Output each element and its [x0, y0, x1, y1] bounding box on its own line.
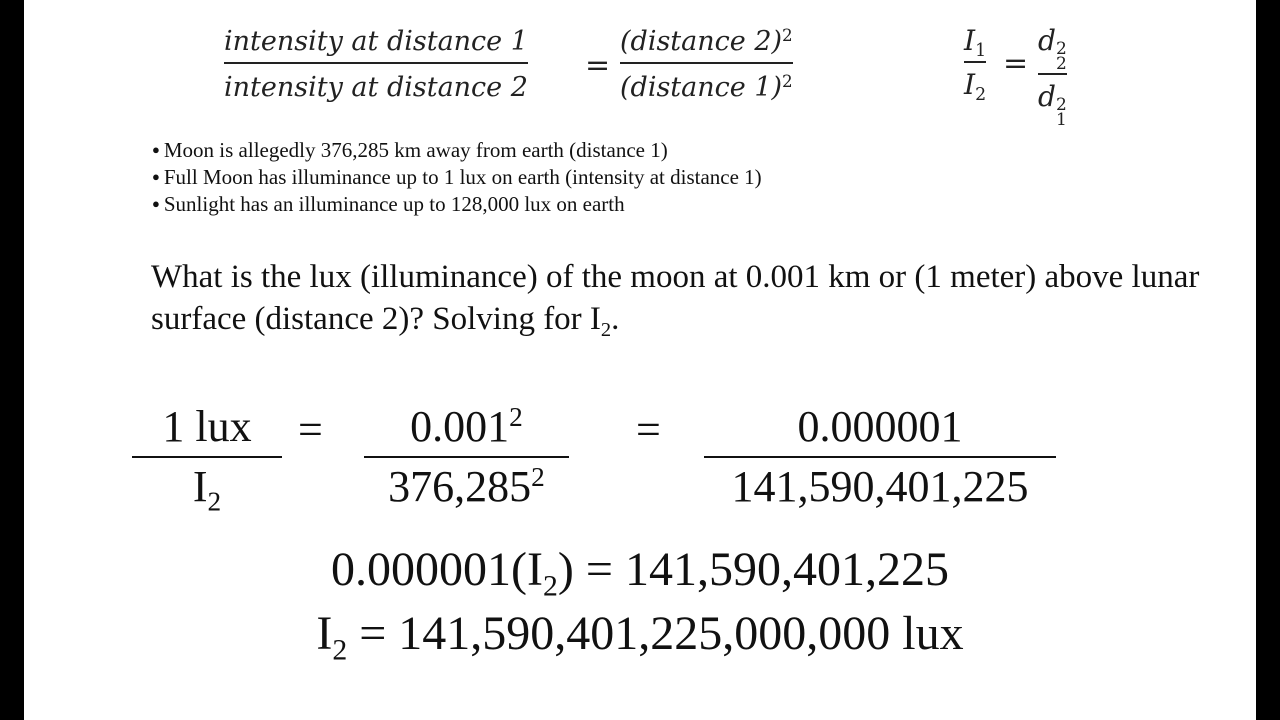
slide: [24, 0, 1256, 720]
facts-list: [152, 138, 762, 219]
fraction-bar: [224, 62, 528, 64]
symbol-rhs-numerator: d 2 2: [1038, 24, 1067, 74]
fraction-bar: [964, 61, 986, 63]
word-formula-rhs-denominator: (distance 1)$^2$: [620, 70, 793, 103]
word-formula-denominator: intensity at distance 2: [224, 72, 528, 103]
symbol-formula-rhs: [1038, 22, 1067, 128]
list-item: ● Moon is allegedly 376,285 km away from earth (distance 1): [152, 138, 762, 165]
question-text: What is the lux (illuminance) of the moon at 0.001 km or (1 meter) above lunar surface (distance 2)? Solving for $I_2$.: [151, 259, 1200, 342]
symbol-formula-lhs: [964, 22, 986, 104]
calc-fraction-3: [704, 400, 1056, 516]
result-line-1: $0.000001(I_2) = 141,590,401,225$: [331, 543, 949, 603]
word-formula-equals: =: [585, 48, 611, 83]
calc-frac1-numerator: 1 lux: [162, 402, 252, 451]
fraction-bar: [1038, 73, 1067, 75]
list-item: ● Sunlight has an illuminance up to 128,000 lux on earth: [152, 192, 762, 219]
symbol-denominator: $I_2$: [964, 68, 987, 106]
word-formula-lhs: [224, 24, 528, 106]
calc-frac2-denominator: 376,285$^2$: [388, 462, 545, 511]
calc-frac1-denominator: $I_2$: [192, 462, 222, 517]
symbol-numerator: $I_1$: [964, 24, 987, 62]
calc-equals-1: =: [298, 405, 323, 454]
word-formula-rhs-numerator: (distance 2)$^2$: [620, 24, 793, 57]
calc-frac3-numerator: 0.000001: [797, 402, 963, 451]
fraction-bar: [620, 62, 793, 64]
calc-fraction-1: [132, 400, 282, 516]
word-formula-numerator: intensity at distance 1: [224, 26, 528, 57]
calc-frac2-numerator: 0.001$^2$: [410, 402, 523, 451]
list-item: ● Full Moon has illuminance up to 1 lux on earth (intensity at distance 1): [152, 165, 762, 192]
calc-frac3-denominator: 141,590,401,225: [731, 462, 1029, 511]
word-formula-rhs: [620, 24, 793, 106]
symbol-rhs-denominator: d 2 1: [1038, 80, 1067, 130]
symbol-formula-equals: =: [1003, 46, 1029, 81]
calc-fraction-2: [364, 400, 569, 516]
result-line-2: $I_2 = 141,590,401,225,000,000$ lux: [316, 607, 964, 667]
calc-equals-2: =: [636, 405, 661, 454]
